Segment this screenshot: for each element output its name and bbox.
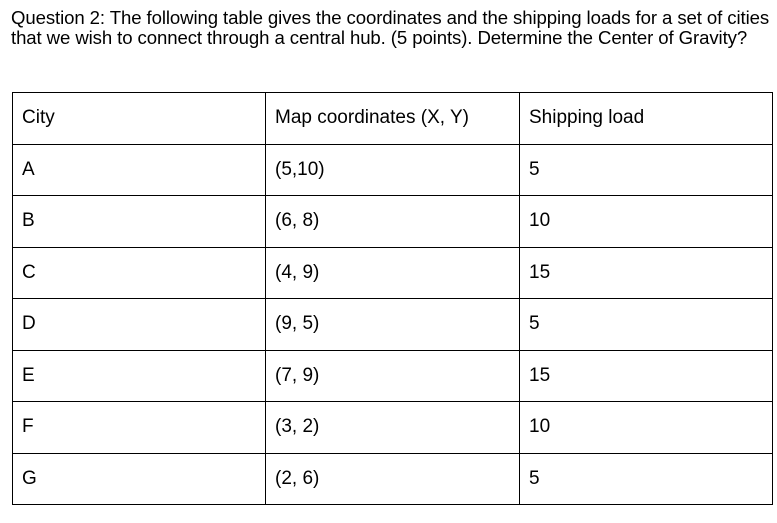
table-header-row [13,93,773,145]
load-cell: 10 [520,402,773,454]
table-row [13,196,773,248]
load-cell: 5 [520,144,773,196]
load-cell: 15 [520,350,773,402]
table-row [13,299,773,351]
table-row [13,144,773,196]
city-cell: F [13,402,266,454]
coordinates-cell: (5,10) [266,144,520,196]
coordinates-cell: (4, 9) [266,247,520,299]
city-cell: G [13,453,266,505]
coordinates-cell: (6, 8) [266,196,520,248]
city-cell: A [13,144,266,196]
table-row [13,247,773,299]
city-cell: B [13,196,266,248]
coordinates-cell: (9, 5) [266,299,520,351]
header-map-coordinates: Map coordinates (X, Y) [266,93,520,145]
table-row [13,453,773,505]
question-text: Question 2: The following table gives the coordinates and the shipping loads for a set of cities that we wish to connect through a central hub. (5 points). Determine the Center of Gravity? [11,7,770,48]
coordinates-table [12,92,773,505]
city-cell: C [13,247,266,299]
city-cell: E [13,350,266,402]
coordinates-cell: (3, 2) [266,402,520,454]
load-cell: 10 [520,196,773,248]
load-cell: 5 [520,299,773,351]
city-cell: D [13,299,266,351]
load-cell: 5 [520,453,773,505]
header-shipping-load: Shipping load [520,93,773,145]
table-row [13,402,773,454]
header-city: City [13,93,266,145]
coordinates-cell: (7, 9) [266,350,520,402]
coordinates-cell: (2, 6) [266,453,520,505]
table-row [13,350,773,402]
load-cell: 15 [520,247,773,299]
